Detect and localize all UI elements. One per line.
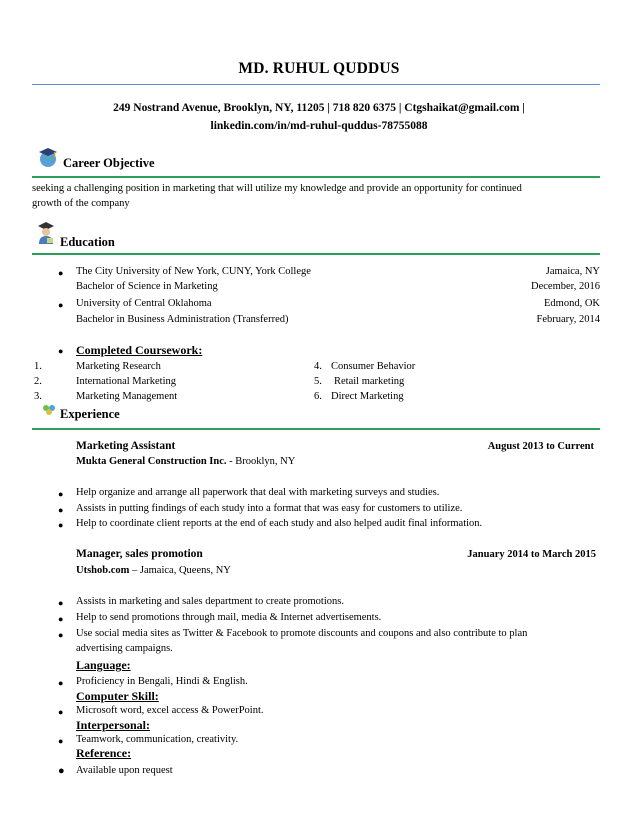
job-company-line xyxy=(76,456,295,467)
resume-name: MD. RUHUL QUDDUS xyxy=(238,60,400,77)
graduate-globe-icon xyxy=(36,146,60,173)
interpersonal-text: Teamwork, communication, creativity. xyxy=(76,734,239,745)
bullet-icon: ● xyxy=(58,300,64,310)
bullet-icon: ● xyxy=(58,630,64,640)
language-title: Language: xyxy=(76,658,131,672)
language-text: Proficiency in Bengali, Hindi & English. xyxy=(76,676,248,687)
bullet-icon: ● xyxy=(58,598,64,608)
objective-divider xyxy=(32,176,600,178)
bullet-icon: ● xyxy=(58,736,64,746)
education-divider xyxy=(32,253,600,255)
course-number: 4. xyxy=(314,361,322,372)
interpersonal-title: Interpersonal: xyxy=(76,718,150,732)
objective-text-line-2: growth of the company xyxy=(32,198,130,209)
school-degree: Bachelor of Science in Marketing xyxy=(76,281,218,292)
school-degree: Bachelor in Business Administration (Transferred) xyxy=(76,314,289,325)
course-number: 5. xyxy=(314,376,322,387)
course-number: 1. xyxy=(34,361,42,372)
flower-icon xyxy=(42,403,56,421)
bullet-icon: ● xyxy=(58,268,64,278)
job-bullet: Help to coordinate client reports at the end of each study and also helped audit final information. xyxy=(76,518,483,529)
job-location: – Jamaica, Queens, NY xyxy=(129,565,231,576)
contact-line-1: 249 Nostrand Avenue, Brooklyn, NY, 11205 | 718 820 6375 | Ctgshaikat@gmail.com | xyxy=(113,102,525,114)
school-name: University of Central Oklahoma xyxy=(76,298,212,309)
job-bullet: Assists in marketing and sales department to create promotions. xyxy=(76,596,344,607)
bullet-icon: ● xyxy=(58,520,64,530)
computer-skill-title: Computer Skill: xyxy=(76,689,159,703)
course-number: 6. xyxy=(314,391,322,402)
computer-skill-text: Microsoft word, excel access & PowerPoint. xyxy=(76,705,264,716)
job-company: Mukta General Construction Inc. xyxy=(76,456,227,467)
course-number: 3. xyxy=(34,391,42,402)
education-title: Education xyxy=(60,235,115,249)
bullet-icon: ● xyxy=(58,489,64,499)
job-bullet: Use social media sites as Twitter & Facebook to promote discounts and coupons and also contribute to plan xyxy=(76,628,528,639)
reference-title: Reference: xyxy=(76,746,132,760)
job-role: Marketing Assistant xyxy=(76,440,176,452)
school-date: December, 2016 xyxy=(531,281,600,292)
experience-divider xyxy=(32,428,600,430)
bullet-icon: ● xyxy=(58,505,64,515)
course-name: Marketing Research xyxy=(76,361,161,372)
course-name: Retail marketing xyxy=(334,376,405,387)
course-name: Marketing Management xyxy=(76,391,178,402)
contact-line-2: linkedin.com/in/md-ruhul-quddus-78755088 xyxy=(210,120,428,132)
job-bullet: Help to send promotions through mail, media & Internet advertisements. xyxy=(76,612,382,623)
job-bullet: Assists in putting findings of each study into a format that was easy for customers to utilize. xyxy=(76,503,463,514)
job-dates: January 2014 to March 2015 xyxy=(467,549,596,560)
course-name: Direct Marketing xyxy=(331,391,404,402)
bullet-icon: ● xyxy=(58,614,64,624)
job-bullet-continuation: advertising campaigns. xyxy=(76,643,173,654)
course-name: Consumer Behavior xyxy=(331,361,416,372)
school-date: February, 2014 xyxy=(536,314,600,325)
bullet-icon: ● xyxy=(58,707,64,717)
school-location: Edmond, OK xyxy=(544,298,600,309)
course-name: International Marketing xyxy=(76,376,177,387)
coursework-title: Completed Coursework: xyxy=(76,343,203,357)
bullet-icon: ● xyxy=(58,678,64,688)
job-location: - Brooklyn, NY xyxy=(226,456,296,467)
job-company-line xyxy=(76,565,231,576)
graduate-student-icon xyxy=(36,220,56,249)
course-number: 2. xyxy=(34,376,42,387)
job-company: Utshob.com xyxy=(76,565,130,576)
header-divider xyxy=(32,84,600,85)
objective-title: Career Objective xyxy=(63,156,155,170)
bullet-icon: ● xyxy=(58,765,65,777)
bullet-icon: ● xyxy=(58,346,64,356)
school-location: Jamaica, NY xyxy=(545,266,600,277)
job-dates: August 2013 to Current xyxy=(487,441,594,452)
objective-text-line-1: seeking a challenging position in marketing that will utilize my knowledge and provide an opportunity for continued xyxy=(32,183,522,194)
job-bullet: Help organize and arrange all paperwork that deal with marketing surveys and studies. xyxy=(76,487,440,498)
experience-title: Experience xyxy=(60,407,120,421)
school-name: The City University of New York, CUNY, York College xyxy=(76,266,311,277)
job-role: Manager, sales promotion xyxy=(76,548,203,560)
reference-text: Available upon request xyxy=(76,765,173,776)
